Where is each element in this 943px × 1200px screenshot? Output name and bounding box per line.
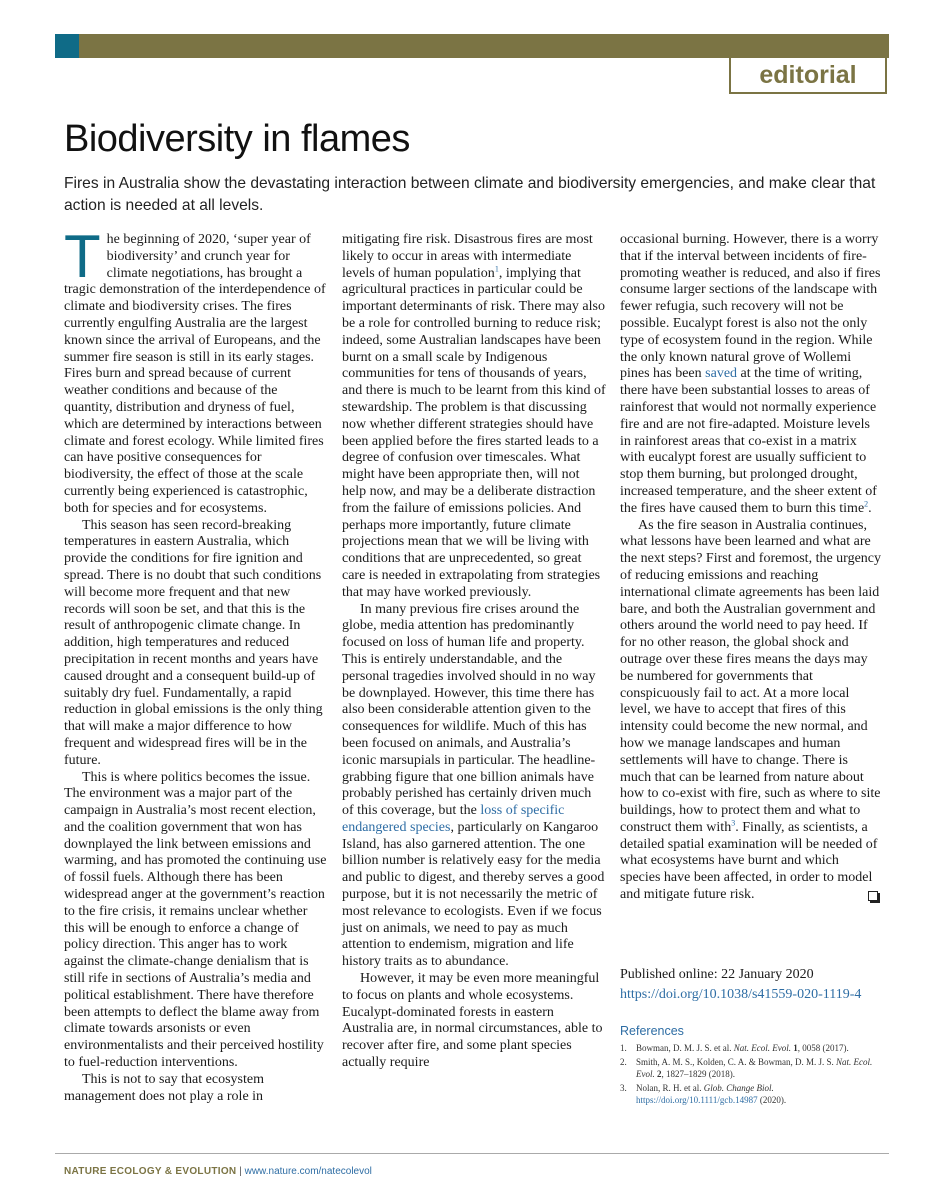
column-3 — [620, 232, 882, 904]
reference-item: 2. Smith, A. M. S., Kolden, C. A. & Bowman, D. M. J. S. Nat. Ecol. Evol. 2, 1827–1829 (2018). — [620, 1057, 873, 1079]
top-accent-square — [55, 34, 79, 58]
paragraph: This season has seen record-breaking temperatures in eastern Australia, which provide the conditions for fire ignition and spread. There is no doubt that such conditions will become more frequent and that new records will soon be set, and that this is the result of anthropogenic climate change. In addition, high temperatures and reduced precipitation in recent months and years have caused drought and a consequent build-up of suitably dry fuel. Fundamentally, a rapid reduction in global emissions is the only thing that will make a major difference to how frequent and widespread fires will be in the future. — [64, 517, 323, 768]
page-footer — [64, 1166, 372, 1177]
published-date: Published online: 22 January 2020 — [620, 967, 814, 982]
paragraph: However, it may be even more meaningful to focus on plants and whole ecosystems. Eucalypt-dominated forests in eastern Australia are, in normal circumstances, able to recover after fire, and some plant species actually require — [342, 971, 603, 1071]
wollemi-saved-link[interactable]: saved — [705, 366, 738, 382]
reference-item: 3. Nolan, R. H. et al. Glob. Change Biol. https://doi.org/10.1111/gcb.14987 (2020). — [620, 1083, 787, 1105]
references-list — [620, 1042, 882, 1108]
journal-website-link[interactable]: www.nature.com/natecolevol — [244, 1166, 372, 1177]
standfirst: Fires in Australia show the devastating interaction between climate and biodiversity emergencies, and make clear that action is needed at all levels. — [64, 175, 876, 214]
drop-cap: T — [64, 223, 101, 290]
reference-link[interactable]: 2 — [864, 499, 869, 509]
section-label: editorial — [729, 58, 887, 94]
paragraph: As the fire season in Australia continues, what lessons have been learned and what are the next steps? First and foremost, the urgency of reducing emissions and reaching international climate agreements has been laid bare, and both the Australian government and others around the world need to pay heed. If for no other reason, the global shock and outrage over these fires means the days may be numbered for governments that conspicuously fail to act. At a more local level, we have to accept that fires of this intensity could become the new normal, and how we manage landscapes and human settlements will have to change. There is much that can be learned from nature about how to co-exist with fire, such as where to site buildings, how to protect them and what to construct them with$^3$. Finally, as scientists, a detailed spatial examination will be needed of what ecosystems have burnt and which species have been affected, in order to model and mitigate future risk. — [620, 517, 882, 903]
paragraph: occasional burning. However, there is a worry that if the interval between incidents of fire-promoting weather is reduced, and also if fires consume larger sections of the landscape with fewer refugia, such recovery will not be possible. Eucalypt forest is also not the only type of ecosystem found in the region. While the only known natural grove of Wollemi pines has been saved at the time of writing, there have been substantial losses to areas of rainforest that would not normally experience fire and are not fire-adapted. Moisture levels in rainforest areas that co-exist in a matrix with eucalypt forest are usually sufficient to stop them burning, but prolonged drought, increased temperature, and the sheer extent of the fires have caused them to burn this time$^2$. — [620, 232, 881, 516]
column-1 — [64, 223, 328, 1105]
paragraph: This is not to say that ecosystem management does not play a role in — [64, 1071, 264, 1104]
column-2 — [342, 232, 606, 1072]
reference-link[interactable]: 3 — [731, 818, 736, 828]
journal-name: NATURE ECOLOGY & EVOLUTION — [64, 1166, 237, 1177]
end-of-article-icon — [868, 891, 878, 901]
reference-link[interactable]: 1 — [494, 263, 499, 273]
publication-info — [620, 965, 882, 1005]
paragraph: The beginning of 2020, ‘super year of biodiversity’ and crunch year for climate negotiations, has brought a tragic demonstration of the interdependence of climate and biodiversity crises. The fires currently engulfing Australia are the largest known since the arrival of Europeans, and the summer fire season is still in its early stages. Fires burn and spread because of current weather conditions and because of the quantity, distribution and dryness of fuel, which are determined by interactions between climate and forest ecology. While limited fires can have positive consequences for biodiversity, the effect of those at the scale currently being experienced is catastrophic, both for species and for ecosystems. — [64, 223, 326, 516]
paragraph: In many previous fire crises around the globe, media attention has predominantly focused on loss of human life and property. This is entirely understandable, and the personal tragedies involved should in no way be downplayed. However, this time there has also been considerable attention given to the consequences for wildlife. Much of this has been focused on animals, and Australia’s iconic marsupials in particular. The headline-grabbing figure that one billion animals have probably perished has certainly driven much of this coverage, but the loss of specific endangered species, particularly on Kangaroo Island, has also garnered attention. The one billion number is relatively easy for the media and public to digest, and thereby serves a good purpose, but it is not necessarily the metric of most relevance to ecologists. Even if we focus just on animals, we need to pay as much attention to endemism, migration and life history traits as to abundance. — [342, 601, 605, 970]
footer-separator: | — [236, 1166, 245, 1177]
article-doi-link[interactable]: https://doi.org/10.1038/s41559-020-1119-4 — [620, 987, 862, 1002]
reference-item: 1. Bowman, D. M. J. S. et al. Nat. Ecol. Evol. 1, 0058 (2017). — [620, 1043, 849, 1053]
top-color-bar — [55, 34, 889, 58]
reference-doi-link[interactable]: https://doi.org/10.1111/gcb.14987 — [636, 1095, 758, 1105]
references-heading: References — [620, 1024, 684, 1038]
endangered-species-link[interactable]: loss of specific endangered species — [342, 803, 565, 835]
paragraph: This is where politics becomes the issue. The environment was a major part of the campaign in Australia’s most recent election, and the coalition government that won has downplayed the link between emissions and warming, and has promoted the continuing use of fossil fuels. Although there has been widespread anger at the government’s reaction to the fire crisis, it remains unclear whether this will be enough to enforce a change of policy direction. This anger has to work against the climate-change denialism that is still rife in sections of Australia’s media and political establishment. There have therefore been attempts to deflect the blame away from climate towards arsonists or even environmentalists and their perceived hostility to fuel-reduction interventions. — [64, 769, 327, 1071]
paragraph: mitigating fire risk. Disastrous fires are most likely to occur in areas with intermediate levels of human population$^1$, implying that agricultural practices in particular could be important determinants of risk. There may also be a role for controlled burning to reduce risk; indeed, some Australian landscapes have been burnt on a small scale by Indigenous communities for tens of thousands of years, and there is much to be learnt from this kind of stewardship. The problem is that discussing now whether different strategies should have been applied before the fires started leads to a degree of confusion over timescales. What might have been appropriate then, will not help now, and may be a deliberate distraction from the failure of emissions policies. And perhaps more importantly, future climate projections mean that we will be living with conditions that are unprecedented, so great care is needed in extrapolating from strategies that may have worked previously. — [342, 232, 606, 600]
footer-rule — [55, 1153, 889, 1154]
article-title: Biodiversity in flames — [64, 118, 410, 160]
